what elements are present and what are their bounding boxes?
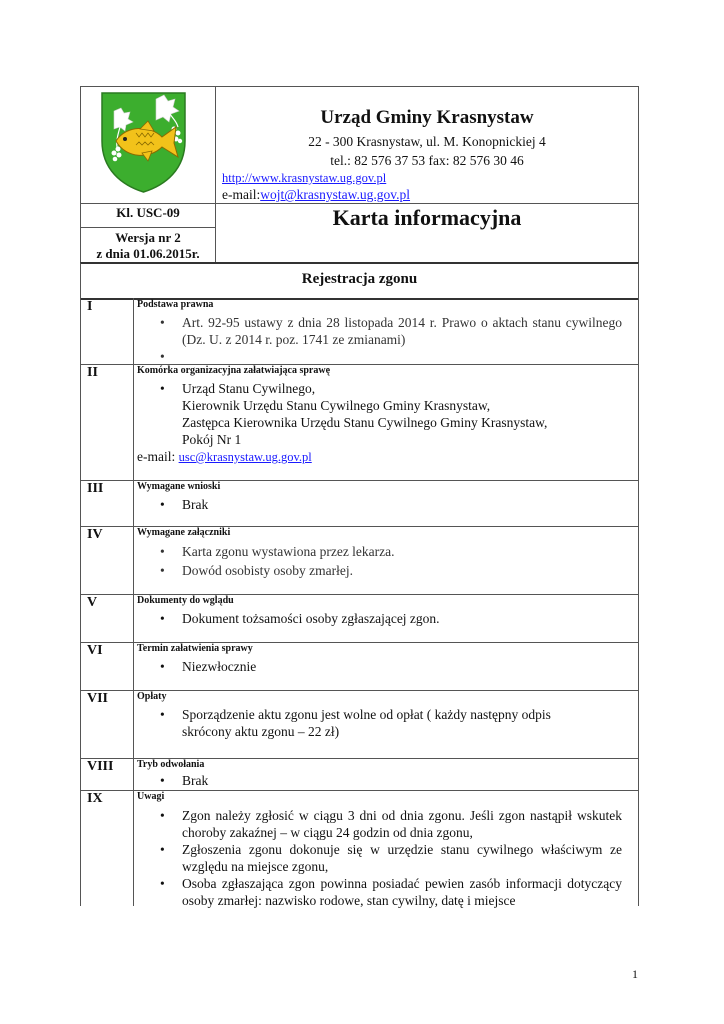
row-body	[137, 658, 622, 675]
row-body	[137, 772, 622, 789]
list-item: • Niezwłocznie	[137, 658, 622, 675]
row-heading: Termin załatwienia sprawy	[137, 643, 253, 654]
table-row	[80, 642, 639, 691]
table-row	[80, 758, 639, 791]
email-label: e-mail:	[137, 449, 179, 464]
table-row	[80, 364, 639, 481]
text-line: Pokój Nr 1	[182, 432, 242, 447]
email-line	[137, 448, 622, 466]
page-number: 1	[632, 967, 638, 981]
text-line: Kierownik Urzędu Stanu Cywilnego Gminy Krasnystaw,	[182, 398, 491, 413]
section-title-bar	[80, 262, 639, 300]
version-label: Wersja nr 2	[115, 230, 181, 245]
version-date: z dnia 01.06.2015r.	[96, 246, 200, 261]
list-item: • Dokument tożsamości osoby zgłaszającej zgon.	[137, 610, 622, 627]
list-item: • Osoba zgłaszająca zgon powinna posiadać pewien zasób informacji dotyczący osoby zmarłej: nazwisko rodowe, stan cywilny, datę i miejsce	[137, 875, 622, 909]
table-row	[80, 594, 639, 643]
row-body	[137, 807, 622, 909]
row-body	[137, 496, 622, 513]
row-body	[137, 314, 622, 348]
row-number: II	[87, 365, 98, 380]
row-heading: Wymagane załączniki	[137, 527, 231, 538]
organization-phone: tel.: 82 576 37 53 fax: 82 576 30 46	[330, 153, 524, 168]
row-body	[137, 610, 622, 627]
row-number: IX	[87, 791, 103, 806]
row-body	[137, 706, 557, 740]
row-heading: Dokumenty do wglądu	[137, 595, 234, 606]
list-item: • Art. 92-95 ustawy z dnia 28 listopada 2014 r. Prawo o aktach stanu cywilnego (Dz. U. z 2014 r. poz. 1741 ze zmianami)	[137, 314, 622, 348]
table-row	[80, 480, 639, 527]
row-number: VI	[87, 643, 103, 658]
row-heading: Tryb odwołania	[137, 759, 205, 770]
list-item: • Sporządzenie aktu zgonu jest wolne od opłat ( każdy następny odpis skrócony aktu zgonu – 22 zł)	[137, 706, 557, 740]
card-title: Karta informacyjna	[332, 205, 522, 230]
list-item: • Brak	[137, 496, 622, 513]
row-number: V	[87, 595, 98, 610]
organization-address: 22 - 300 Krasnystaw, ul. M. Konopnickiej 4	[308, 134, 546, 149]
row-number: III	[87, 481, 104, 496]
section-title: Rejestracja zgonu	[301, 271, 418, 287]
coat-of-arms-logo	[96, 89, 191, 194]
document-version	[81, 230, 215, 262]
table-row	[80, 526, 639, 595]
row-number: IV	[87, 527, 103, 542]
email-label: e-mail:	[222, 187, 261, 202]
document-code: Kl. USC-09	[116, 205, 180, 220]
row-heading: Wymagane wnioski	[137, 481, 221, 492]
row-body	[137, 542, 622, 580]
table-row	[80, 790, 639, 906]
row-heading: Uwagi	[137, 791, 165, 802]
row-body	[137, 380, 622, 466]
email-line	[222, 187, 410, 203]
list-item: • Karta zgonu wystawiona przez lekarza.	[137, 542, 622, 561]
list-item: • Urząd Stanu Cywilnego,	[137, 380, 622, 397]
organization-name: Urząd Gminy Krasnystaw	[320, 107, 534, 128]
text-line: Zastępca Kierownika Urzędu Stanu Cywilnego Gminy Krasnystaw,	[182, 415, 548, 430]
row-heading: Opłaty	[137, 691, 167, 702]
website-link[interactable]: http://www.krasnystaw.ug.gov.pl	[222, 171, 387, 185]
list-item: • Brak	[137, 772, 622, 789]
row-number: I	[87, 299, 93, 314]
row-number: VII	[87, 691, 109, 706]
header-table	[80, 86, 639, 264]
usc-email-link[interactable]: usc@krasnystaw.ug.gov.pl	[178, 450, 312, 464]
list-item: • Dowód osobisty osoby zmarłej.	[137, 561, 622, 580]
table-row	[80, 298, 639, 365]
row-number: VIII	[87, 759, 114, 774]
row-heading: Podstawa prawna	[137, 299, 214, 310]
row-heading: Komórka organizacyjna załatwiająca sprawę	[137, 365, 331, 376]
list-item: • Zgłoszenia zgonu dokonuje się w urzędzie stanu cywilnego właściwym ze względu na miejsce zgonu,	[137, 841, 622, 875]
email-link[interactable]: wojt@krasnystaw.ug.gov.pl	[260, 187, 411, 202]
table-row	[80, 690, 639, 759]
list-item: • Zgon należy zgłosić w ciągu 3 dni od dnia zgonu. Jeśli zgon nastąpił wskutek choroby zakaźnej – w ciągu 24 godzin od dnia zgonu,	[137, 807, 622, 841]
